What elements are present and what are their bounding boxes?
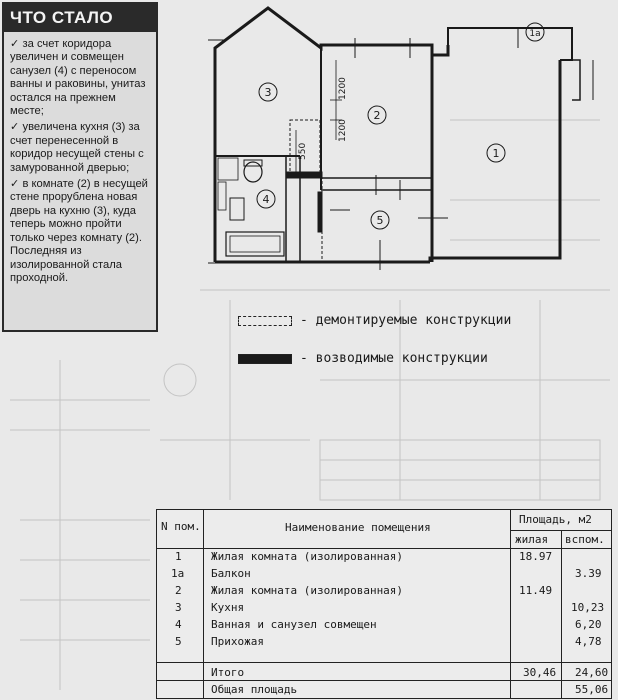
row-aux: 6,20 — [575, 618, 602, 631]
row-living: 18.97 — [519, 550, 553, 563]
area-table — [156, 509, 612, 699]
header-name: Наименование помещения — [285, 521, 431, 534]
row-num: 4 — [175, 618, 182, 631]
legend-demolished-label: - демонтируемые конструкции — [300, 313, 512, 328]
room-label-4: 4 — [262, 193, 270, 206]
room-label-1: 1 — [492, 147, 500, 160]
overall-value: 55,06 — [575, 683, 609, 696]
room-label-3: 3 — [264, 86, 272, 99]
row-name: Жилая комната (изолированная) — [211, 584, 404, 597]
row-num: 1 — [175, 550, 182, 563]
room-label-1a: 1a — [529, 29, 541, 39]
total-living: 30,46 — [523, 666, 557, 679]
row-name: Балкон — [211, 567, 251, 580]
filled-swatch — [238, 354, 292, 364]
row-num: 5 — [175, 635, 182, 648]
dimension-label: 1200 — [338, 77, 348, 100]
row-num: 3 — [175, 601, 182, 614]
overall-label: Общая площадь — [211, 683, 298, 696]
dashed-swatch — [238, 316, 292, 326]
change-item: ✓ за счет коридора увеличен и совмещен санузел (4) с переносом ванны и раковины, унитаз остался на прежнем месте; — [10, 38, 146, 118]
legend-built-label: - возводимые конструкции — [300, 351, 488, 366]
row-num: 1a — [171, 567, 185, 580]
legend-built — [238, 351, 488, 366]
row-name: Ванная и санузел совмещен — [211, 618, 377, 631]
dimension-label: 1200 — [338, 119, 348, 142]
room-label-2: 2 — [373, 109, 381, 122]
row-aux: 10,23 — [571, 601, 605, 614]
panel-title: ЧТО СТАЛО — [4, 4, 156, 32]
row-aux: 3.39 — [575, 567, 602, 580]
total-aux: 24,60 — [575, 666, 609, 679]
row-name: Жилая комната (изолированная) — [211, 550, 404, 563]
room-label-5: 5 — [376, 214, 384, 227]
legend-demolished — [238, 313, 511, 328]
dimension-label: 550 — [298, 142, 308, 160]
header-living: жилая — [515, 533, 549, 546]
row-living: 11.49 — [519, 584, 553, 597]
header-area: Площадь, м2 — [519, 513, 592, 526]
row-aux: 4,78 — [575, 635, 602, 648]
change-item: ✓ увеличена кухня (3) за счет перенесенной в коридор несущей стены с замурованной дверью; — [10, 121, 144, 174]
total-label: Итого — [211, 666, 245, 679]
header-num: N пом. — [161, 520, 201, 533]
header-aux: вспом. — [565, 533, 605, 546]
row-num: 2 — [175, 584, 182, 597]
change-item: ✓ в комнате (2) в несущей стене прорублена новая дверь на кухню (3), куда теперь можно пройти только через комнату (2). Последняя из изолированной стала проходной. — [10, 178, 148, 284]
row-name: Прихожая — [211, 635, 264, 648]
row-name: Кухня — [211, 601, 245, 614]
